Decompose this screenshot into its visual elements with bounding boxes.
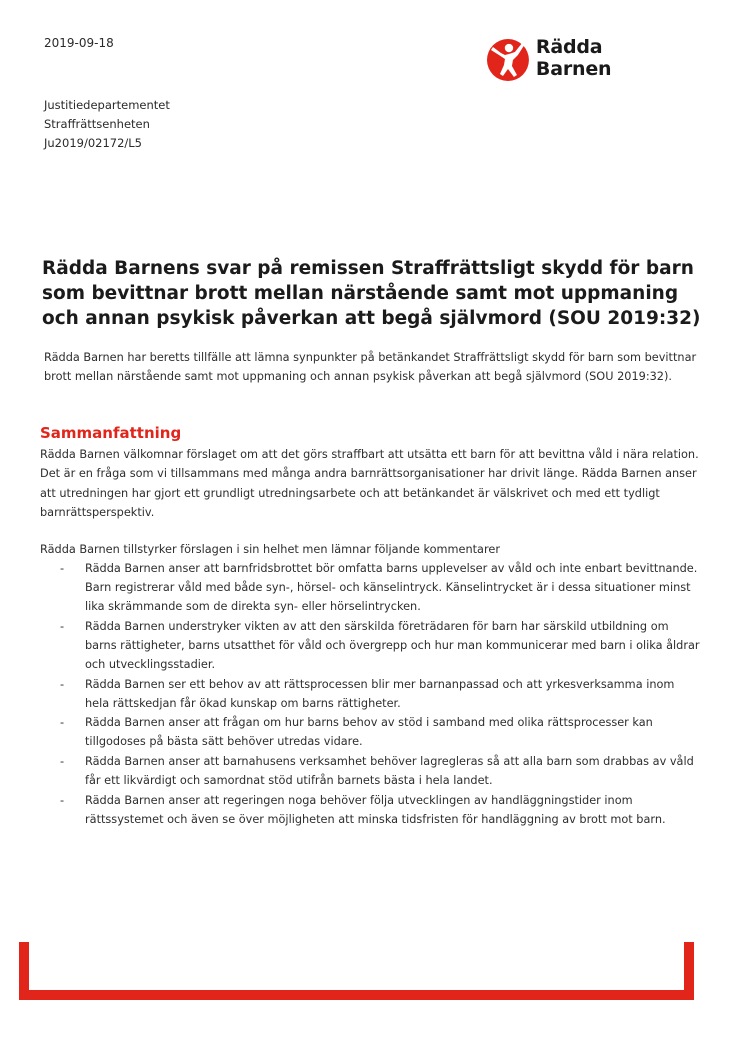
bullet-dash: - [60,677,65,691]
list-item [60,617,700,674]
bullet-dash: - [60,619,65,633]
list-item-text: Rädda Barnen anser att barnahusens verksamhet behöver lagregleras så att alla barn som drabbas av våld får ett likvärdigt och samordnat stöd utifrån barnets bästa i hela landet. [85,754,694,788]
document-date: 2019-09-18 [44,36,114,50]
list-item [60,675,700,713]
bullet-dash: - [60,562,65,575]
list-item [60,713,700,751]
intro-paragraph: Rädda Barnen har beretts tillfälle att lämna synpunkter på betänkandet Straffrättsligt skydd för barn som bevittnar brott mellan närstående samt mot uppmaning och annan psykisk påverkan att begå självmord (SOU 2019:32). [44,351,697,383]
bullet-dash: - [60,754,65,768]
bullet-dash: - [60,716,65,730]
recipient-block [44,96,170,153]
bullet-dash: - [60,793,65,807]
recipient-reference: Ju2019/02172/L5 [44,136,143,150]
rb-logo-wordmark: Rädda Barnen [535,36,612,80]
recipient-unit: Straffrättsenheten [44,117,150,131]
list-item [60,559,700,616]
list-item [60,791,700,829]
summary-paragraph: Rädda Barnen välkomnar förslaget om att det görs straffbart att utsätta ett barn för att bevittna våld i nära relation. Det är en fråga som vi tillsammans med många andra barnrättsorganisationer har drivit länge. Rädda Barnen anser att utredningen har gjort ett grundligt utredningsarbete och att betänkandet är välskrivet och med ett tydligt barnrättsperspektiv. [40,448,699,519]
supports-intro: Rädda Barnen tillstyrker förslagen i sin helhet men lämnar följande kommentarer [40,543,500,556]
list-item-text: Rädda Barnen anser att barnfridsbrottet bör omfatta barns upplevelser av våld och inte enbart bevittnande. Barn registrerar våld med både syn-, hörsel- och känselintryck. Känselintrycket är i dessa situationer minst lika skrämmande som de direkta syn- eller hörselintrycken. [85,562,698,614]
list-item-text: Rädda Barnen understryker vikten av att den särskilda företrädaren för barn har särskild utbildning om barns rättigheter, barns utsatthet för våld och övergrepp och hur man kommunicerar med barn i olika åldrar och utvecklingsstadier. [85,619,700,671]
list-item-text: Rädda Barnen ser ett behov av att rättsprocessen blir mer barnanpassad och att yrkesverksamma inom hela rättskedjan får ökad kunskap om barns rättigheter. [85,677,675,710]
footer-frame-bottom [19,990,694,1000]
recipient-department: Justitiedepartementet [44,98,170,112]
list-item-text: Rädda Barnen anser att frågan om hur barns behov av stöd i samband med olika rättsprocesser kan tillgodoses på bästa sätt behöver utredas vidare. [85,716,653,749]
summary-heading: Sammanfattning [40,424,182,442]
rb-logo [484,30,684,86]
rb-logo-emblem-icon [484,32,532,84]
list-item-text: Rädda Barnen anser att regeringen noga behöver följa utvecklingen av handläggningstider inom rättssystemet och även se över möjligheten att minska tidsfristen för handläggning av brott mot barn. [85,793,666,826]
list-item [60,752,700,790]
comment-list [60,559,700,829]
document-title: Rädda Barnens svar på remissen Straffrättsligt skydd för barn som bevittnar brott mellan närstående samt mot uppmaning och annan psykisk påverkan att begå självmord (SOU 2019:32) [42,258,701,329]
